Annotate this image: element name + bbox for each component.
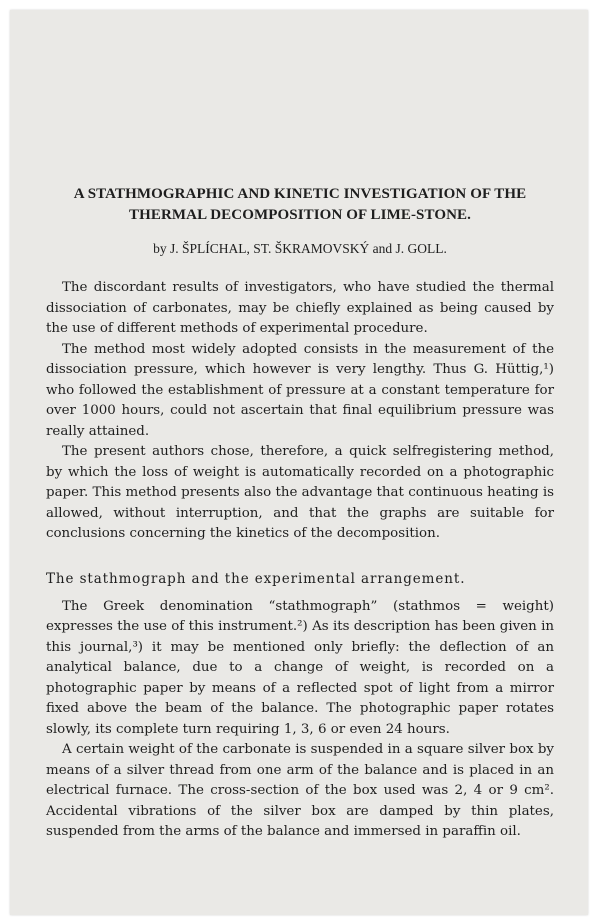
article-title [46, 184, 554, 226]
paragraph: A certain weight of the carbonate is suspended in a square silver box by means of a silver thread from one arm of the balance and is placed in an electrical furnace. The cross-section of the box used was 2, 4 or 9 cm². Accidental vibrations of the silver box are damped by thin plates, suspended from the arms of the balance and immersed in paraffin oil. [46, 742, 554, 839]
paragraph: The discordant results of investigators, who have studied the thermal dissociation of carbonates, may be chiefly explained as being caused by the use of different methods of experimental procedure. [46, 280, 554, 336]
author-line: by J. ŠPLÍCHAL, ST. ŠKRAMOVSKÝ and J. GOLL. [153, 241, 447, 256]
intro-section [46, 278, 554, 545]
title-line-2: THERMAL DECOMPOSITION OF LIME-STONE. [129, 207, 471, 223]
article-body [46, 184, 554, 843]
title-line-1: A STATHMOGRAPHIC AND KINETIC INVESTIGATION OF THE [73, 186, 527, 202]
paragraph: The Greek denomination “stathmograph” (stathmos = weight) expresses the use of this instrument.²) As its description has been given in this journal,³) it may be mentioned only briefly: the deflection of an analytical balance, due to a change of weight, is recorded on a photographic paper by means of a reflected spot of light from a mirror fixed above the beam of the balance. The photographic paper rotates slowly, its complete turn requiring 1, 3, 6 or even 24 hours. [46, 598, 554, 737]
paragraph: The method most widely adopted consists in the measurement of the dissociation pressure, which however is very lengthy. Thus G. Hüttig,¹) who followed the establishment of pressure at a constant temperature for over 1000 hours, could not ascertain that final equilibrium pressure was really attained. [46, 341, 554, 439]
document-page [10, 10, 588, 915]
paragraph: The present authors chose, therefore, a quick selfregistering method, by which the loss of weight is automatically recorded on a photographic paper. This method presents also the advantage that continuous heating is allowed, without interruption, and that the graphs are suitable for conclusions concerning the kinetics of the decomposition. [46, 444, 554, 541]
method-section [46, 597, 554, 843]
section-heading: The stathmograph and the experimental arrangement. [46, 570, 466, 587]
